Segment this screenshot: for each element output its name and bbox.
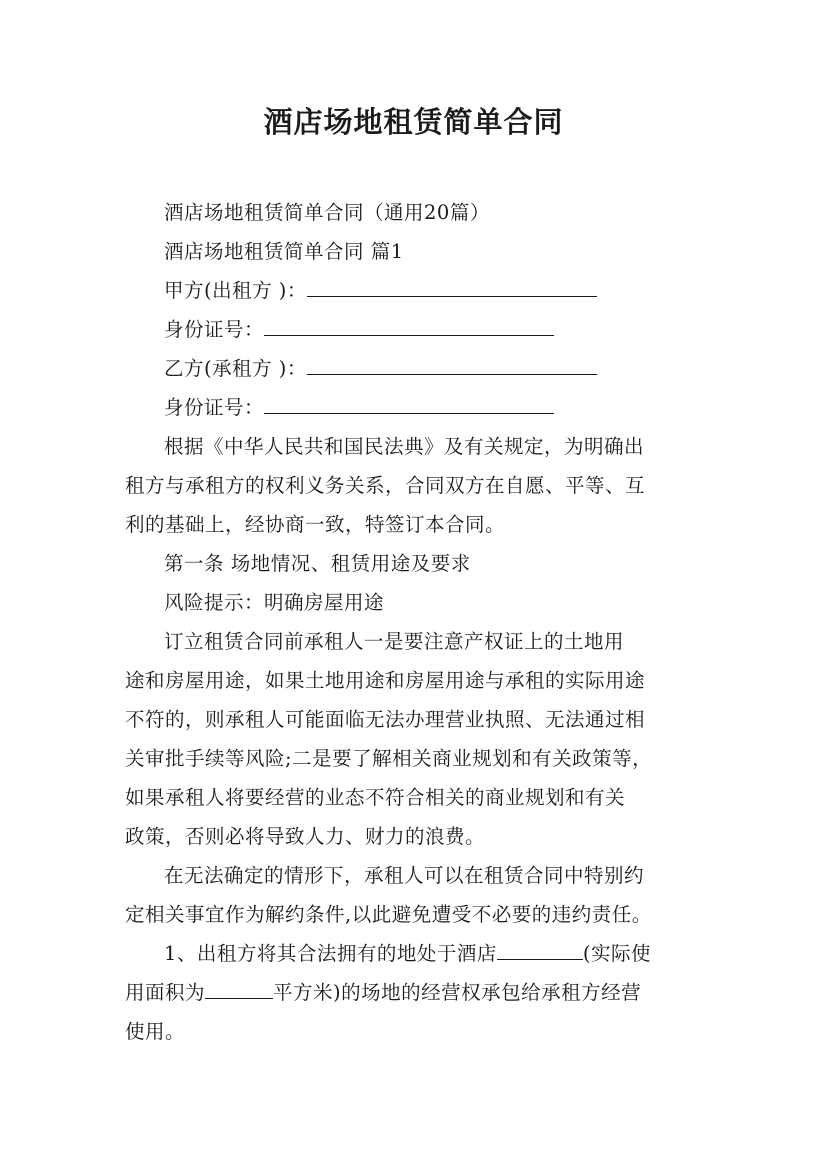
document-subtitle: 酒店场地租赁简单合同（通用20篇） <box>164 201 490 224</box>
risk-line: 如果承租人将要经营的业态不符合相关的商业规划和有关 <box>125 786 626 809</box>
preamble-paragraph <box>125 427 705 544</box>
preamble-line: 租方与承租方的权利义务关系，合同双方在自愿、平等、互 <box>125 474 646 497</box>
clause-1-text: (实际使 <box>582 942 652 965</box>
uncertain-paragraph <box>125 856 705 934</box>
risk-line: 不符的，则承租人可能面临无法办理营业执照、无法通过相 <box>125 708 646 731</box>
preamble-line: 根据《中华人民共和国民法典》及有关规定，为明确出 <box>164 435 645 458</box>
risk-line: 关审批手续等风险;二是要了解相关商业规划和有关政策等， <box>125 747 653 770</box>
clause-1-line: 使用。 <box>125 1020 186 1043</box>
area-blank <box>205 978 273 999</box>
clause-1-text: 平方米)的场地的经营权承包给承租方经营 <box>273 981 642 1004</box>
party-b-line <box>125 349 705 388</box>
document-body <box>125 193 705 1051</box>
party-b-id-label: 身份证号： <box>164 396 265 419</box>
party-b-id-line <box>125 388 705 427</box>
uncertain-line: 定相关事宜作为解约条件,以此避免遭受不必要的违约责任。 <box>125 903 652 926</box>
party-a-blank <box>307 276 597 297</box>
risk-line: 途和房屋用途，如果土地用途和房屋用途与承租的实际用途 <box>125 669 646 692</box>
clause-1-text: 用面积为 <box>125 981 206 1004</box>
risk-line: 政策，否则必将导致人力、财力的浪费。 <box>125 825 486 848</box>
risk-tip: 风险提示：明确房屋用途 <box>164 591 385 614</box>
clause-1-paragraph <box>125 934 705 1051</box>
clause-1-line <box>125 973 705 1012</box>
article-1-heading: 第一条 场地情况、租赁用途及要求 <box>164 552 471 575</box>
party-a-id-blank <box>264 315 554 336</box>
party-b-id-blank <box>264 393 554 414</box>
party-a-line <box>125 271 705 310</box>
clause-1-line <box>125 934 705 973</box>
uncertain-line: 在无法确定的情形下，承租人可以在租赁合同中特别约 <box>164 864 645 887</box>
chapter-heading: 酒店场地租赁简单合同 篇1 <box>164 240 404 263</box>
party-a-label: 甲方(出租方 )： <box>164 279 307 302</box>
party-b-blank <box>307 354 597 375</box>
party-b-label: 乙方(承租方 )： <box>164 357 307 380</box>
clause-1-text: 1、出租方将其合法拥有的地处于酒店 <box>164 942 497 965</box>
party-a-id-line <box>125 310 705 349</box>
risk-line: 订立租赁合同前承租人一是要注意产权证上的土地用 <box>164 630 625 653</box>
party-a-id-label: 身份证号： <box>164 318 265 341</box>
hotel-name-blank <box>497 939 583 960</box>
risk-paragraph <box>125 622 705 856</box>
preamble-line: 利的基础上，经协商一致，特签订本合同。 <box>125 513 506 536</box>
document-title: 酒店场地租赁简单合同 <box>263 105 564 139</box>
